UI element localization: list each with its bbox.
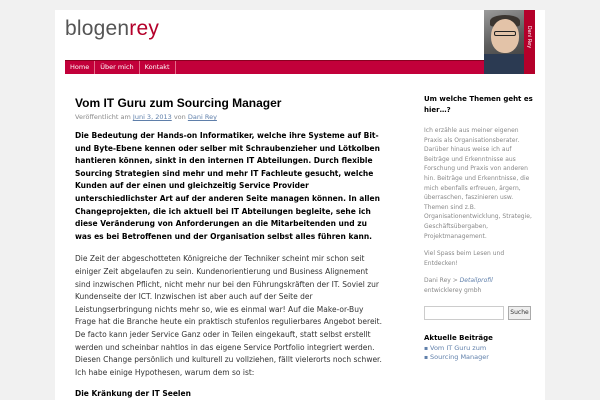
logo-accent: rey [129,17,160,40]
sidebar-intro: Ich erzähle aus meiner eigenen Praxis als Organisationsberater. Darüber hinaus weise ich auf Beiträge und Erkenntnisse aus Forschung und Praxis von anderen hin. Beiträge und Erkenntnisse, die mich ebenfalls erfreuen, ärgern, überraschen, faszinieren usw. Themen sind z.B. Organisationentwicklung, Strategie, Geschäftsübergaben, Projektmanagement. [424,127,532,240]
portrait-glasses [494,31,516,36]
post-subheading: Die Kränkung der IT Seelen [75,389,191,399]
post-lead: Die Bedeutung der Hands-on Informatiker, welche ihre Systeme auf Bit- und Byte-Ebene kennen oder selber mit Schraubenzieher und Lötkolben hantieren können, sinkt in den internen IT Abteilungen. Durch flexible Sourcing Strategien sind mehr und mehr IT Fachleute gesucht, welche Kunden auf der einen und gleichzeitig Service Provider unterschiedlichster Art auf der anderen Seite managen können. In allen Changeprojekten, die ich aktuell bei IT Abteilungen begleite, sehe ich diese Veränderung von Anforderungen an die Mitarbeitenden und zu was es bei Betroffenen und der Organisation selbst alles führen kann. [75,131,380,241]
nav-about[interactable]: Über mich [95,61,139,74]
search-form [424,306,534,320]
search-input[interactable] [424,306,504,320]
sidebar [424,94,534,362]
recent-post-link[interactable]: ▪ Vom IT Guru zum [424,344,534,353]
recent-posts-heading: Aktuelle Beiträge [424,333,493,342]
main-nav [65,60,535,74]
sig-name: Dani Rey > [424,277,460,285]
nav-home[interactable]: Home [65,61,95,74]
post-content [75,96,385,398]
sidebar-greeting: Viel Spass beim Lesen und Entdecken! [424,250,505,267]
meta-by: von [173,113,186,121]
portrait-caption: Dani Rey [526,25,533,49]
search-button[interactable]: Suche [508,306,531,320]
header-portrait [484,10,535,74]
recent-post-link-cont[interactable]: ▪ Sourcing Manager [424,353,534,362]
nav-contact[interactable]: Kontakt [140,61,176,74]
sidebar-heading: Um welche Themen geht es hier…? [424,95,533,114]
logo-text: blogen [65,17,130,40]
sig-company: entwicklerey gmbh [424,286,482,294]
post-author-link[interactable]: Dani Rey [187,113,217,121]
portrait-face [491,19,519,53]
post-date-link[interactable]: Juni 3, 2013 [132,113,172,121]
meta-prefix: Veröffentlicht am [75,113,131,121]
site-header [55,10,545,60]
site-logo[interactable] [65,17,159,41]
post-body: Die Zeit der abgeschotteten Königreiche der Techniker scheint mir schon seit einiger Zeit abgelaufen zu sein. Kundenorientierung und Business Alignement sind inzwischen Pflicht, nicht mehr nur bei den Führungskräften der IT. Soviel zur Kundenseite der ICT. Inzwischen ist aber auch auf der Seite der Leistungserbringung nichts mehr so, wie es einmal war! Auf die Make-or-Buy Frage hat die Branche heute ein praktisch stufenlos regulierbares Angebot bereit. De facto kann jeder Service Ganz oder in Teilen eingekauft, statt selbst erstellt werden und scheinbar nahtlos in das eigene Service Portfolio integriert werden. Diesen Change persönlich und kulturell zu vollziehen, fällt vielerorts noch schwer. Ich habe einige Hypothesen, warum dem so ist: [75,254,382,377]
profile-link[interactable]: Detailprofil [459,277,493,285]
post-meta [75,113,385,121]
portrait-strip [524,10,535,74]
recent-posts-list [424,344,534,362]
page-wrapper [55,10,545,400]
sidebar-signature [424,276,534,295]
post-title[interactable]: Vom IT Guru zum Sourcing Manager [75,96,282,110]
